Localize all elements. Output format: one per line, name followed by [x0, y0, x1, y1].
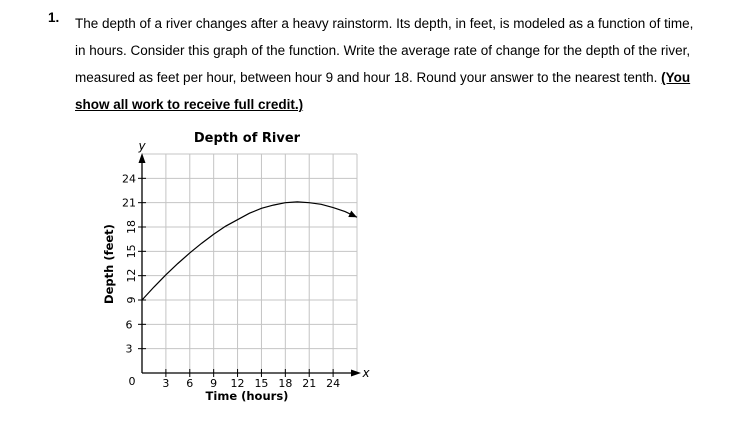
- problem-number: 1.: [48, 10, 60, 25]
- chart-ticks: [122, 172, 340, 390]
- chart-axes: [139, 153, 362, 377]
- y-tick-label: 9: [125, 296, 138, 304]
- x-tick-label: 21: [302, 377, 317, 390]
- y-tick-label: 21: [122, 196, 136, 210]
- y-tick-label: 18: [125, 220, 138, 234]
- y-axis-letter: y: [138, 139, 146, 153]
- x-axis-label: Time (hours): [205, 389, 289, 403]
- problem-text: [75, 10, 698, 118]
- depth-chart: [95, 122, 385, 407]
- x-tick-label: 3: [162, 377, 170, 390]
- y-tick-label: 6: [125, 318, 133, 332]
- y-tick-label: 24: [122, 172, 136, 186]
- chart-title: Depth of River: [193, 131, 301, 146]
- problem: [48, 10, 698, 118]
- x-axis-arrow: [351, 370, 361, 377]
- chart-grid: [142, 154, 357, 373]
- origin-label: 0: [128, 375, 136, 388]
- x-tick-label: 9: [210, 377, 218, 390]
- x-tick-label: 18: [278, 377, 293, 390]
- credit-note: (You show all work to receive full credit.): [75, 70, 691, 112]
- x-tick-label: 15: [254, 377, 269, 390]
- x-axis-letter: x: [362, 366, 370, 380]
- y-tick-label: 12: [125, 268, 138, 283]
- x-tick-label: 12: [230, 377, 245, 390]
- y-tick-label: 15: [125, 244, 138, 259]
- problem-statement: The depth of a river changes after a heavy rainstorm. Its depth, in feet, is modeled as a function of time, in hours. Consider this graph of the function. Write the average rate of change for the depth of the river, measured as feet per hour, between hour 9 and hour 18. Round your answer to the nearest tenth.: [75, 16, 694, 85]
- y-axis-label: Depth (feet): [102, 224, 116, 304]
- x-tick-label: 6: [186, 377, 194, 390]
- y-tick-label: 3: [125, 342, 133, 356]
- x-tick-label: 24: [326, 377, 341, 390]
